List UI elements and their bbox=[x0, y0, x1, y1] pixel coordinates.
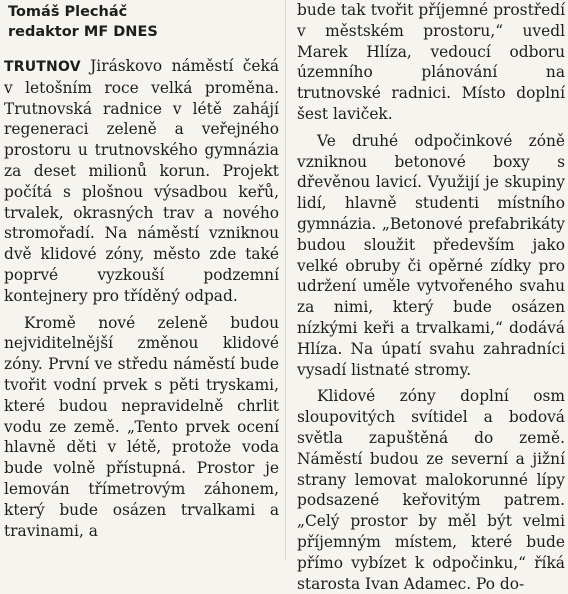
paragraph-text: Jiráskovo náměstí čeká v letošním roce velká proměna. Trutnovská radnice v létě zahájí regeneraci zeleně a veřejného prostoru u trutnovského gymnázia za deset milionů korun. Projekt počítá s plošnou výsadbou keřů, trvalek, okrasných trav a nového stromořadí. Na náměstí vzniknou dvě klidové zóny, město zde také poprvé vyzkouší podzemní kontejnery pro tříděný odpad. bbox=[4, 57, 279, 305]
column-divider bbox=[285, 0, 286, 559]
article-paragraph: Kromě nové zeleně budou nejviditelnější změnou klidové zóny. První ve středu náměstí bude tvořit vodní prvek s pěti tryskami, které budou nepravidelně chrlit vodu ze země. „Tento prvek ocení hlavně děti v létě, protože voda bude volně přístupná. Prostor je lemován třímetrovým záhonem, který bude osázen trvalkami a travinami, a bbox=[4, 313, 279, 540]
article-paragraph bbox=[4, 56, 279, 307]
author-role: redaktor MF DNES bbox=[8, 24, 158, 40]
article-column-right bbox=[297, 0, 565, 594]
article-paragraph: Ve druhé odpočinkové zóně vzniknou betonové boxy s dřevěnou lavicí. Využijí je skupiny lidí, hlavně studenti místního gymnázia. „Betonové prefabrikáty budou sloužit především jako velké obruby či opěrné zídky pro udržení uměle vytvořeného svahu za nimi, který bude osázen nízkými keři a trvalkami,“ dodává Hlíza. Na úpatí svahu zahradníci vysadí listnaté stromy. bbox=[297, 131, 565, 379]
author-name: Tomáš Plecháč bbox=[8, 4, 128, 20]
byline bbox=[8, 2, 279, 42]
article-paragraph: Klidové zóny doplní osm sloupovitých svítidel a bodová světla zapuštěná do země. Náměstí budou ze severní a jižní strany lemovat malokorunné lípy podsazené keřovitým patrem. „Celý prostor by měl být velmi příjemným místem, které bude přímo vybízet k odpočinku,“ říká starosta Ivan Adamec. Po do- bbox=[297, 387, 565, 593]
article-column-left bbox=[4, 0, 279, 541]
dateline: TRUTNOV bbox=[4, 59, 81, 75]
article-paragraph: bude tak tvořit příjemné prostředí v městském prostoru,“ uvedl Marek Hlíza, vedoucí odboru územního plánování na trutnovské radnici. Místo doplní šest laviček. bbox=[297, 1, 565, 123]
